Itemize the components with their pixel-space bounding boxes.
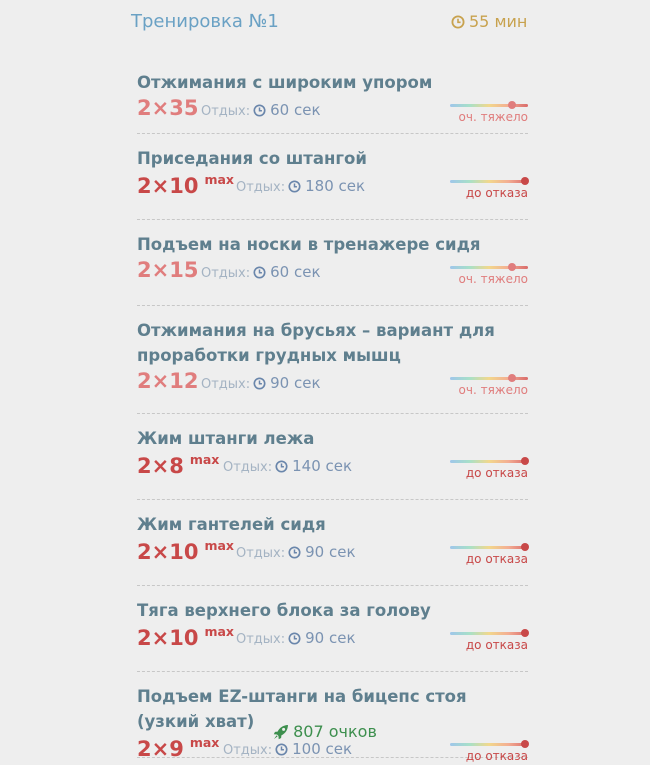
intensity-indicator [450,368,528,398]
exercise-item[interactable] [137,509,528,586]
intensity-label: оч. тяжело [458,110,528,124]
duration-value: 55 мин [469,12,528,31]
sets-value: 2×35 [137,96,199,120]
intensity-indicator [450,95,528,125]
clock-icon [288,179,301,197]
clock-icon [275,459,288,477]
rest-value: 90 сек [305,629,356,647]
sets-value: 2×15 [137,258,199,282]
exercise-name: Жим штанги лежа [137,429,315,448]
sets-reps [137,96,198,120]
workout-title: Тренировка №1 [131,11,279,32]
rest-value: 180 сек [305,177,366,195]
sets-value: 2×8 [137,454,184,478]
sets-reps [137,172,234,198]
rest-label: Отдых: [223,743,273,758]
clock-icon [275,742,288,760]
exercise-item[interactable] [137,143,528,220]
sets-reps [137,258,198,282]
rest-time [201,263,321,283]
sets-value: 2×10 [137,540,199,564]
exercise-name: Отжимания с широким упором [137,73,433,92]
exercise-name: Отжимания на брусьях – вариант для проработки грудных мышц [137,321,495,365]
intensity-bar [450,104,528,107]
rest-label: Отдых: [236,632,286,647]
intensity-label: до отказа [465,749,528,763]
intensity-marker [521,629,529,637]
exercise-name: Жим гантелей сидя [137,515,326,534]
rest-value: 90 сек [305,543,356,561]
rest-time [201,374,321,394]
points-total [0,722,650,744]
exercise-name: Подъем на носки в тренажере сидя [137,235,481,254]
exercise-details [137,368,528,398]
points-value: 807 очков [293,722,377,741]
rest-label: Отдых: [201,377,251,392]
exercise-details [137,95,528,125]
exercise-details [137,537,528,567]
intensity-bar [450,377,528,380]
rest-label: Отдых: [201,266,251,281]
intensity-label: оч. тяжело [458,272,528,286]
intensity-indicator [450,537,528,567]
exercise-name: Тяга верхнего блока за голову [137,601,431,620]
exercise-details [137,257,528,287]
exercise-item[interactable] [137,229,528,306]
exercise-item[interactable] [137,423,528,500]
intensity-bar [450,460,528,463]
sets-value: 2×12 [137,369,199,393]
exercise-item[interactable] [137,595,528,672]
intensity-marker [521,177,529,185]
rest-label: Отдых: [201,104,251,119]
rest-value: 90 сек [270,374,321,392]
clock-icon [253,103,266,121]
rest-value: 140 сек [292,457,353,475]
rest-value: 60 сек [270,263,321,281]
intensity-label: до отказа [465,186,528,200]
intensity-label: до отказа [465,466,528,480]
clock-icon [451,14,465,33]
exercise-list [137,67,528,763]
intensity-label: оч. тяжело [458,383,528,397]
sets-reps [137,538,234,564]
rest-value: 100 сек [292,740,353,758]
rest-label: Отдых: [236,180,286,195]
exercise-details [137,451,528,481]
exercise-item[interactable] [137,315,528,414]
sets-value: 2×10 [137,626,199,650]
exercise-details [137,623,528,653]
intensity-marker [521,457,529,465]
exercise-details [137,171,528,201]
intensity-bar [450,632,528,635]
sets-reps [137,452,219,478]
intensity-indicator [450,623,528,653]
intensity-indicator [450,171,528,201]
intensity-label: до отказа [465,638,528,652]
workout-duration [451,12,527,33]
intensity-indicator [450,451,528,481]
max-marker: max [204,624,234,639]
rest-time [201,101,321,121]
sets-value: 2×9 [137,737,184,761]
rest-time [236,629,356,649]
exercise-name: Подъем EZ-штанги на бицепс стоя (узкий хват) [137,687,467,731]
clock-icon [253,265,266,283]
intensity-marker [508,374,516,382]
intensity-bar [450,180,528,183]
rest-label: Отдых: [236,546,286,561]
exercise-item[interactable] [137,681,528,763]
sets-reps [137,369,198,393]
sets-value: 2×10 [137,174,199,198]
sets-reps [137,624,234,650]
rest-value: 60 сек [270,101,321,119]
intensity-label: до отказа [465,552,528,566]
intensity-bar [450,546,528,549]
exercise-name: Приседания со штангой [137,149,367,168]
workout-header [0,0,650,46]
intensity-indicator [450,257,528,287]
intensity-marker [508,101,516,109]
rest-time [236,543,356,563]
intensity-marker [521,543,529,551]
clock-icon [253,376,266,394]
intensity-bar [450,266,528,269]
clock-icon [288,545,301,563]
rocket-icon [273,724,289,744]
max-marker: max [204,172,234,187]
max-marker: max [189,452,220,467]
exercise-item[interactable] [137,67,528,134]
max-marker: max [204,538,234,553]
clock-icon [288,631,301,649]
intensity-marker [508,263,516,271]
max-marker: max [189,735,220,750]
rest-time [236,177,365,197]
rest-time [223,457,352,477]
rest-label: Отдых: [223,460,273,475]
